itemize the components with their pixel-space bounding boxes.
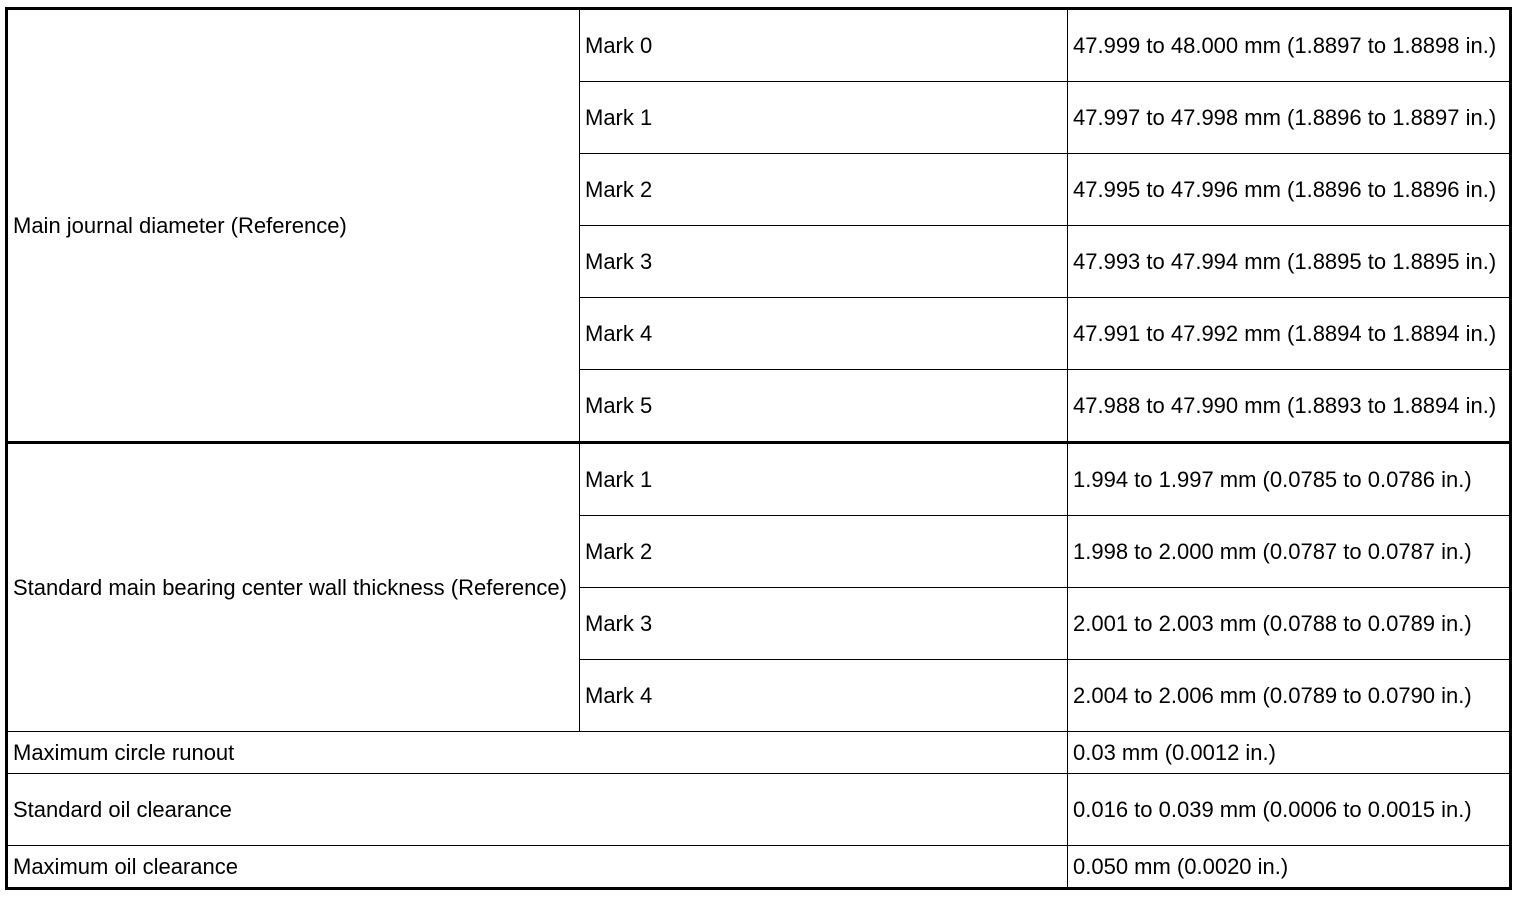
journal-value-cell: 47.988 to 47.990 mm (1.8893 to 1.8894 in.) (1068, 370, 1511, 443)
bearing-mark-cell: Mark 3 (580, 588, 1068, 660)
bearing-mark-cell: Mark 4 (580, 660, 1068, 732)
bearing-value-cell: 1.998 to 2.000 mm (0.0787 to 0.0787 in.) (1068, 516, 1511, 588)
journal-mark-cell: Mark 2 (580, 154, 1068, 226)
journal-mark-cell: Mark 4 (580, 298, 1068, 370)
journal-mark-cell: Mark 0 (580, 9, 1068, 82)
journal-value-cell: 47.995 to 47.996 mm (1.8896 to 1.8896 in.) (1068, 154, 1511, 226)
journal-value-cell: 47.997 to 47.998 mm (1.8896 to 1.8897 in.) (1068, 82, 1511, 154)
table-row (7, 9, 1511, 82)
table-row (7, 846, 1511, 889)
standard-oil-clearance-label: Standard oil clearance (7, 774, 1068, 846)
standard-oil-clearance-value: 0.016 to 0.039 mm (0.0006 to 0.0015 in.) (1068, 774, 1511, 846)
table-row (7, 732, 1511, 774)
journal-value-cell: 47.991 to 47.992 mm (1.8894 to 1.8894 in.) (1068, 298, 1511, 370)
circle-runout-value: 0.03 mm (0.0012 in.) (1068, 732, 1511, 774)
journal-diameter-label: Main journal diameter (Reference) (7, 9, 580, 443)
circle-runout-label: Maximum circle runout (7, 732, 1068, 774)
bearing-mark-cell: Mark 1 (580, 443, 1068, 516)
maximum-oil-clearance-value: 0.050 mm (0.0020 in.) (1068, 846, 1511, 889)
bearing-value-cell: 2.004 to 2.006 mm (0.0789 to 0.0790 in.) (1068, 660, 1511, 732)
journal-mark-cell: Mark 1 (580, 82, 1068, 154)
journal-mark-cell: Mark 5 (580, 370, 1068, 443)
maximum-oil-clearance-label: Maximum oil clearance (7, 846, 1068, 889)
journal-value-cell: 47.999 to 48.000 mm (1.8897 to 1.8898 in.) (1068, 9, 1511, 82)
bearing-value-cell: 2.001 to 2.003 mm (0.0788 to 0.0789 in.) (1068, 588, 1511, 660)
bearing-thickness-label: Standard main bearing center wall thickness (Reference) (7, 443, 580, 732)
specification-table (5, 7, 1512, 890)
table-row (7, 443, 1511, 516)
journal-value-cell: 47.993 to 47.994 mm (1.8895 to 1.8895 in.) (1068, 226, 1511, 298)
bearing-mark-cell: Mark 2 (580, 516, 1068, 588)
journal-mark-cell: Mark 3 (580, 226, 1068, 298)
table-row (7, 774, 1511, 846)
bearing-value-cell: 1.994 to 1.997 mm (0.0785 to 0.0786 in.) (1068, 443, 1511, 516)
